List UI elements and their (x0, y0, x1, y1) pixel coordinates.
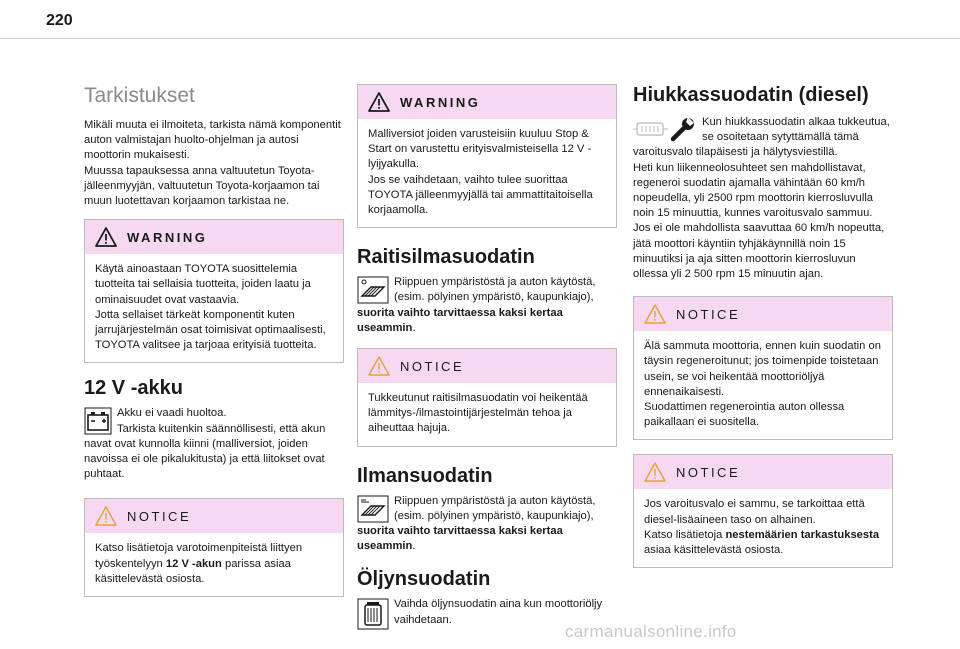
section-title-air-filter: Ilmansuodatin (357, 464, 493, 487)
notice-body (85, 533, 343, 596)
cabin-filter-paragraph (357, 275, 617, 336)
warning-box-stop-start (357, 84, 617, 228)
watermark: carmanualsonline.info (565, 622, 737, 641)
column-3 (633, 84, 893, 582)
intro-paragraph-1: Mikäli muuta ei ilmoiteta, tarkista nämä komponentit auton valmistajan huolto-ohjelman ja autosi moottorin mukaisesti. (84, 119, 341, 162)
battery-text-2: Tarkista kuitenkin säännöllisesti, että akun navat ovat kunnolla kiinni (malliversiot, joiden navoissa ei ole pikalukitusta) ja että liitokset ovat puhtaat. (84, 422, 326, 481)
notice-header (85, 499, 343, 533)
air-filter-text: Riippuen ympäristöstä ja auton käytöstä, (esim. pölyinen ympäristö, kaupunkiajo), (394, 494, 596, 522)
warning-body (358, 119, 616, 227)
section-title-battery: 12 V -akku (84, 377, 183, 400)
notice-body (634, 489, 892, 567)
particle-filter-text-3: Jos ei ole mahdollista saavuttaa 60 km/h nopeutta, jätä moottori käyntiin tyhjäkäynnillä noin 15 minuutiksi ja aja sitten moottorin kierrosluvun ollessa yli 2 500 rpm 15 minuutin ajan. (633, 222, 885, 281)
wrench-icon (669, 116, 697, 142)
warning-triangle-icon (95, 227, 117, 247)
notice-triangle-icon (95, 506, 117, 526)
warning-text-1: Käytä ainoastaan TOYOTA suosittelemia tuotteita tai sellaisia tuotteita, joiden laatu ja ominaisuudet ovat vastaavia. (95, 263, 311, 306)
page-number: 220 (46, 12, 73, 29)
cabin-filter-icon (357, 276, 389, 304)
notice-text-2 (644, 528, 882, 558)
notice-triangle-icon (368, 356, 390, 376)
column-2 (357, 74, 617, 630)
notice-label: NOTICE (676, 464, 741, 480)
notice-header (358, 349, 616, 383)
section-title-checks: Tarkistukset (84, 84, 195, 107)
particle-filter-text-2: Heti kun liikenneolosuhteet sen mahdollistavat, regeneroi suodatin ajamalla vähintään 60 km/h nopeudella, yli 2500 rpm moottorin kierrosluvulla noin 15 minuuttia, kunnes varoitusvalo sammuu. (633, 161, 874, 220)
section-title-cabin-filter: Raitisilmasuodatin (357, 246, 535, 269)
fluid-levels-link-text: nestemäärien tarkastuksesta (725, 528, 880, 541)
notice-triangle-icon (644, 462, 666, 482)
notice-text-1: Jos varoitusvalo ei sammu, se tarkoittaa että diesel-lisäaineen taso on alhainen. (644, 498, 865, 526)
notice-text: Katso lisätietoja varotoimenpiteistä liittyen työskentelyyn (95, 542, 303, 570)
particle-filter-paragraph (633, 115, 893, 282)
warning-label: WARNING (400, 94, 481, 110)
warning-label: WARNING (127, 229, 208, 245)
notice-text-bold: 12 V -akun (165, 557, 222, 570)
warning-text-2: Jos se vaihdetaan, vaihto tulee suorittaa TOYOTA jälleenmyyjällä tai ammattitaitoisella korjaamolla. (368, 173, 593, 217)
intro-paragraph-2: Muussa tapauksessa anna valtuutetun Toyota-jälleenmyyjän, valtuutetun Toyota-korjaamon tai muun luotettavan korjaamon tarkistaa ne. (84, 164, 320, 208)
cabin-filter-text: Riippuen ympäristöstä ja auton käytöstä, (esim. pölyinen ympäristö, kaupunkiajo), (394, 276, 596, 304)
air-filter-text-bold: suorita vaihto tarvittaessa kaksi kertaa useammin (357, 525, 563, 553)
oil-filter-text: Vaihda öljynsuodatin aina kun moottoriöljy vaihdetaan. (394, 598, 603, 626)
air-filter-icon (357, 495, 389, 523)
battery-paragraph (84, 406, 344, 482)
dpf-warning-light-icon (633, 118, 669, 140)
notice-text-2-start: Katso lisätietoja (644, 528, 726, 541)
notice-text-1: Älä sammuta moottoria, ennen kuin suodatin on täysin regeneroitunut; jos toimenpide toistetaan usein, se voi heikentää moottoriöljyä ennenaikaisesti. (644, 340, 881, 398)
oil-filter-icon (357, 598, 389, 630)
cabin-filter-text-end: . (412, 321, 416, 334)
header-divider (0, 38, 960, 39)
section-title-particle-filter: Hiukkassuodatin (diesel) (633, 84, 869, 106)
notice-text-end: parissa asiaa käsittelevästä osiosta. (95, 557, 291, 585)
notice-triangle-icon (644, 304, 666, 324)
warning-text-2: Jotta sellaiset tärkeät komponentit kuten jarrujärjestelmän osat toimisivat optimaalisesti, TOYOTA valitsee ja tarjoaa erityisiä tuotteita. (95, 308, 326, 352)
notice-header (634, 297, 892, 331)
warning-triangle-icon (368, 92, 390, 112)
particle-filter-text-1: Kun hiukkassuodatin alkaa tukkeutua, se osoitetaan sytyttämällä tämä varoitusvalo tilapäisesti ja hälytysviestillä. (633, 116, 890, 159)
cabin-filter-text-bold: suorita vaihto tarvittaessa kaksi kertaa useammin (357, 306, 563, 334)
notice-label: NOTICE (400, 358, 465, 374)
notice-body: Tukkeutunut raitisilmasuodatin voi heikentää lämmitys-/ilmastointijärjestelmän tehoa ja aiheuttaa hajuja. (368, 392, 588, 435)
particle-filter-icons (633, 116, 697, 142)
notice-box-additive (633, 454, 893, 568)
air-filter-text-end: . (412, 540, 416, 553)
notice-label: NOTICE (676, 306, 741, 322)
notice-box-battery (84, 498, 344, 597)
air-filter-paragraph (357, 494, 617, 555)
warning-body (85, 254, 343, 362)
warning-box-products (84, 219, 344, 363)
battery-icon (84, 407, 112, 435)
section-title-oil-filter: Öljynsuodatin (357, 568, 491, 591)
notice-label: NOTICE (127, 508, 192, 524)
battery-text-1: Akku ei vaadi huoltoa. (117, 407, 227, 420)
warning-header (358, 85, 616, 119)
warning-header (85, 220, 343, 254)
notice-header (634, 455, 892, 489)
notice-body (634, 331, 892, 439)
notice-box-regeneration (633, 296, 893, 440)
notice-box-cabin-filter (357, 348, 617, 447)
warning-text-1: Malliversiot joiden varusteisiin kuuluu Stop & Start on varustettu erityisvalmisteisella 12 V -lyijyakulla. (368, 128, 592, 171)
column-1 (84, 78, 344, 611)
notice-text-2-end: asiaa käsittelevästä osiosta. (644, 544, 784, 557)
notice-text-2: Suodattimen regenerointia auton ollessa paikallaan ei suositella. (644, 401, 845, 429)
